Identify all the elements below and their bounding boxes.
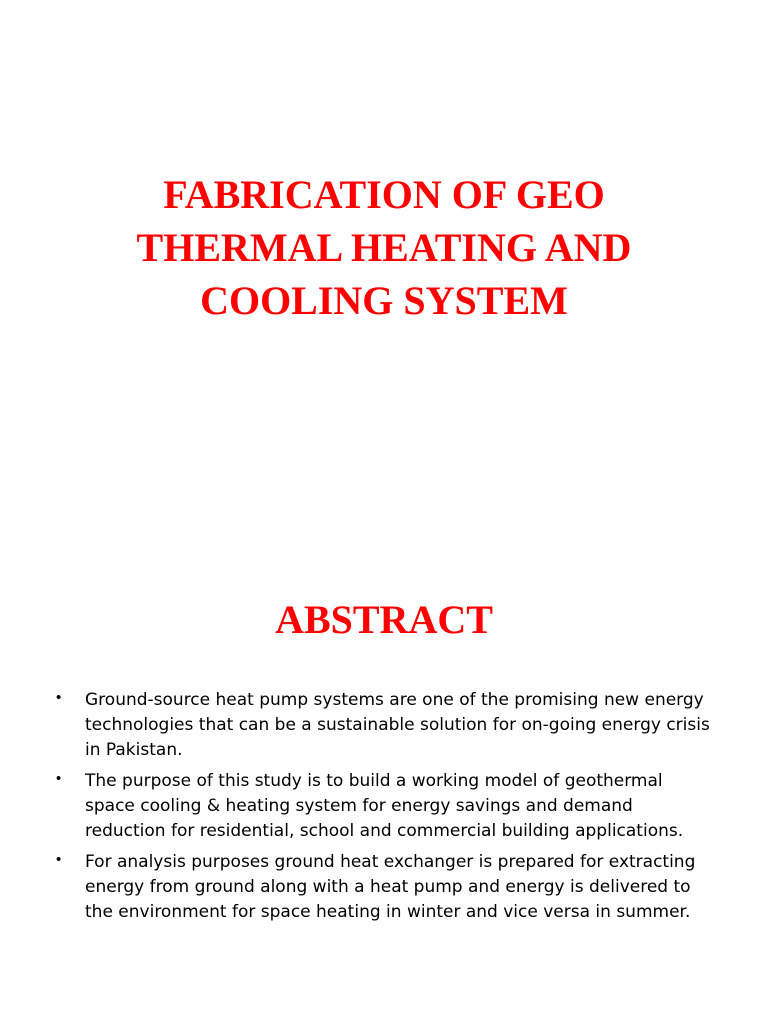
bullet-text-line: For analysis purposes ground heat exchanger is prepared for extracting [85, 852, 696, 872]
bullet-text-line: energy from ground along with a heat pump and energy is delivered to [85, 877, 691, 897]
bullet-text-line: in Pakistan. [85, 740, 183, 760]
abstract-bullet-item [52, 850, 732, 925]
title-line: THERMAL HEATING AND [136, 225, 632, 270]
abstract-bullet-list [52, 688, 732, 931]
bullet-text-line: The purpose of this study is to build a working model of geothermal [85, 771, 663, 791]
bullet-text-line: the environment for space heating in winter and vice versa in summer. [85, 902, 691, 922]
bullet-icon: • [56, 851, 62, 868]
bullet-text-line: Ground-source heat pump systems are one of the promising new energy [85, 690, 704, 710]
bullet-icon: • [56, 770, 62, 787]
title-line: FABRICATION OF GEO [163, 172, 605, 217]
abstract-heading: ABSTRACT [275, 597, 493, 642]
bullet-text-line: space cooling & heating system for energy savings and demand [85, 796, 633, 816]
page-title [40, 168, 728, 327]
bullet-text-line: technologies that can be a sustainable solution for on-going energy crisis [85, 715, 710, 735]
abstract-bullet-item [52, 769, 732, 844]
abstract-bullet-item [52, 688, 732, 763]
bullet-icon: • [56, 689, 62, 706]
title-line: COOLING SYSTEM [200, 278, 568, 323]
bullet-text-line: reduction for residential, school and commercial building applications. [85, 821, 684, 841]
